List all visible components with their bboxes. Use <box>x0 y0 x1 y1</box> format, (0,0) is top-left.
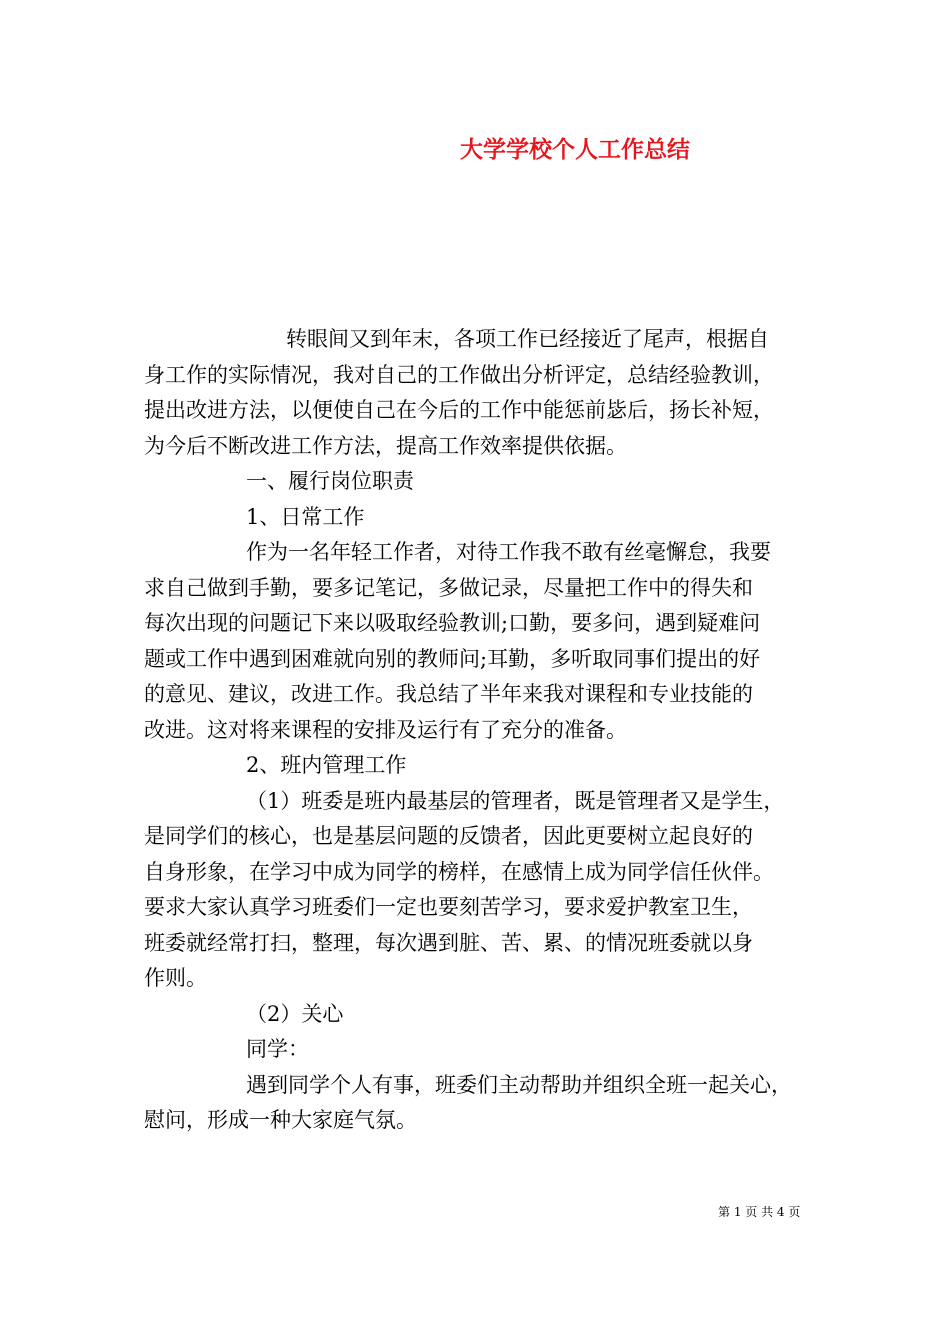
document-body <box>144 322 814 1139</box>
class-management-line-1: （1）班委是班内最基层的管理者，既是管理者又是学生， <box>246 788 785 813</box>
subsection-heading: 2、班内管理工作 <box>246 753 407 777</box>
daily-work-line-4: 题或工作中遇到困难就向别的教师问;耳勤，多听取同事们提出的好 <box>144 646 761 671</box>
subsection-heading: 1、日常工作 <box>246 504 365 529</box>
care-subheading: 同学： <box>246 1037 309 1061</box>
intro-line-4: 为今后不断改进工作方法，提高工作效率提供依据。 <box>144 433 627 458</box>
daily-work-line-2: 求自己做到手勤，要多记笔记，多做记录，尽量把工作中的得失和 <box>144 575 753 600</box>
daily-work-line-3: 每次出现的问题记下来以吸取经验教训;口勤，要多问，遇到疑难问 <box>144 611 761 635</box>
class-management-line-2: 是同学们的核心，也是基层问题的反馈者，因此更要树立起良好的 <box>144 824 753 848</box>
intro-line-3: 提出改进方法，以便使自己在今后的工作中能惩前毖后，扬长补短， <box>144 398 774 422</box>
class-management-line-3: 自身形象，在学习中成为同学的榜样，在感情上成为同学信任伙伴。 <box>144 859 774 884</box>
daily-work-line-5: 的意见、建议，改进工作。我总结了半年来我对课程和专业技能的 <box>144 682 753 706</box>
intro-line-2: 身工作的实际情况，我对自己的工作做出分析评定，总结经验教训， <box>144 362 774 387</box>
daily-work-line-6: 改进。这对将来课程的安排及运行有了充分的准备。 <box>144 717 627 742</box>
intro-line-1: 转眼间又到年末，各项工作已经接近了尾声，根据自 <box>286 327 769 351</box>
document-title: 大学学校个人工作总结 <box>460 137 690 163</box>
class-management-line-5: 班委就经常打扫，整理，每次遇到脏、苦、累、的情况班委就以身 <box>144 930 753 955</box>
care-line-2: 慰问，形成一种大家庭气氛。 <box>144 1108 417 1132</box>
section-heading: 一、履行岗位职责 <box>246 469 414 493</box>
class-management-line-4: 要求大家认真学习班委们一定也要刻苦学习，要求爱护教室卫生， <box>144 895 753 919</box>
page-indicator: 第 1 页 共 4 页 <box>718 1205 801 1219</box>
care-heading: （2）关心 <box>246 1001 344 1026</box>
care-line-1: 遇到同学个人有事，班委们主动帮助并组织全班一起关心， <box>246 1072 792 1097</box>
class-management-line-6: 作则。 <box>144 966 207 990</box>
daily-work-line-1: 作为一名年轻工作者，对待工作我不敢有丝毫懈怠，我要 <box>246 540 771 564</box>
